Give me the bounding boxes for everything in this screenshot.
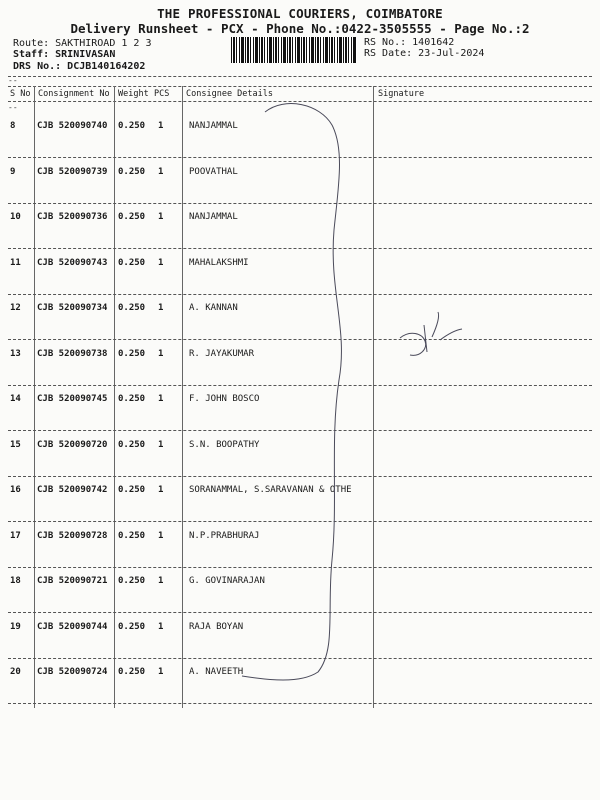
row-pcs: 1 (158, 303, 164, 313)
runsheet-subtitle: Delivery Runsheet - PCX - Phone No.:0422-3505555 - Page No.:2 (70, 21, 530, 36)
row-consignment-no: CJB 520090744 (37, 622, 108, 632)
top-divider (8, 76, 592, 77)
row-sno: 11 (10, 258, 21, 268)
row-consignment-no: CJB 520090739 (37, 167, 108, 177)
row-consignee: S.N. BOOPATHY (189, 440, 260, 450)
row-pcs: 1 (158, 212, 164, 222)
row-consignee: NANJAMMAL (189, 212, 238, 222)
short-dash-header: -- (8, 103, 18, 112)
col-header-sno: S No (10, 89, 31, 99)
row-sno: 14 (10, 394, 21, 404)
row-weight: 0.250 (118, 394, 146, 404)
row-weight: 0.250 (118, 440, 146, 450)
col-divider (182, 86, 183, 708)
col-header-pcs: PCS (154, 89, 170, 99)
row-sno: 15 (10, 440, 21, 450)
row-consignment-no: CJB 520090743 (37, 258, 108, 268)
row-weight: 0.250 (118, 167, 146, 177)
row-consignment-no: CJB 520090720 (37, 440, 108, 450)
row-sno: 8 (10, 121, 16, 131)
col-divider (373, 86, 374, 708)
row-consignment-no: CJB 520090738 (37, 349, 108, 359)
row-divider (8, 157, 592, 158)
row-pcs: 1 (158, 121, 164, 131)
signature-stroke (242, 104, 341, 680)
row-divider (8, 567, 592, 568)
row-consignee: R. JAYAKUMAR (189, 349, 255, 359)
row-pcs: 1 (158, 667, 164, 677)
barcode (231, 37, 357, 63)
header-divider-top (8, 86, 592, 87)
col-header-consignee: Consignee Details (186, 89, 273, 99)
row-consignee: NANJAMMAL (189, 121, 238, 131)
row-sno: 9 (10, 167, 16, 177)
row-consignee: MAHALAKSHMI (189, 258, 249, 268)
row-consignment-no: CJB 520090734 (37, 303, 108, 313)
row-sno: 16 (10, 485, 21, 495)
row-consignment-no: CJB 520090742 (37, 485, 108, 495)
rs-date: RS Date: 23-Jul-2024 (364, 48, 485, 59)
row-consignment-no: CJB 520090721 (37, 576, 108, 586)
row-consignee: F. JOHN BOSCO (189, 394, 260, 404)
row-sno: 19 (10, 622, 21, 632)
row-consignee: POOVATHAL (189, 167, 238, 177)
row-pcs: 1 (158, 531, 164, 541)
row-pcs: 1 (158, 394, 164, 404)
row-divider (8, 430, 592, 431)
row-divider (8, 703, 592, 704)
rs-number: RS No.: 1401642 (364, 37, 455, 48)
row-sno: 18 (10, 576, 21, 586)
row-sno: 10 (10, 212, 21, 222)
staff-label: Staff: SRINIVASAN (13, 49, 116, 60)
header-divider-bottom (8, 101, 592, 102)
row-consignment-no: CJB 520090724 (37, 667, 108, 677)
row-pcs: 1 (158, 622, 164, 632)
row-pcs: 1 (158, 485, 164, 495)
col-header-consignment: Consignment No (38, 89, 110, 99)
row-pcs: 1 (158, 349, 164, 359)
row-sno: 12 (10, 303, 21, 313)
row-pcs: 1 (158, 440, 164, 450)
row-weight: 0.250 (118, 622, 146, 632)
row-weight: 0.250 (118, 349, 146, 359)
row-consignee: G. GOVINARAJAN (189, 576, 265, 586)
row-divider (8, 476, 592, 477)
row-divider (8, 521, 592, 522)
row-divider (8, 658, 592, 659)
row-consignment-no: CJB 520090745 (37, 394, 108, 404)
row-divider (8, 294, 592, 295)
route-label: Route: SAKTHIROAD 1 2 3 (13, 38, 152, 49)
row-weight: 0.250 (118, 531, 146, 541)
row-consignee: A. KANNAN (189, 303, 238, 313)
row-weight: 0.250 (118, 576, 146, 586)
row-weight: 0.250 (118, 667, 146, 677)
row-sno: 17 (10, 531, 21, 541)
row-consignee: SORANAMMAL, S.SARAVANAN & OTHE (189, 485, 352, 495)
row-divider (8, 248, 592, 249)
col-divider (34, 86, 35, 708)
row-consignee: A. NAVEETH (189, 667, 244, 677)
row-divider (8, 385, 592, 386)
company-title: THE PROFESSIONAL COURIERS, COIMBATORE (157, 6, 443, 21)
col-header-weight: Weight (118, 89, 149, 99)
drs-number: DRS No.: DCJB140164202 (13, 61, 146, 72)
row-sno: 20 (10, 667, 21, 677)
row-divider (8, 339, 592, 340)
row-pcs: 1 (158, 576, 164, 586)
row-weight: 0.250 (118, 212, 146, 222)
row-consignee: N.P.PRABHURAJ (189, 531, 260, 541)
row-consignee: RAJA BOYAN (189, 622, 244, 632)
row-weight: 0.250 (118, 258, 146, 268)
short-dash-top: -- (8, 76, 18, 85)
row-weight: 0.250 (118, 121, 146, 131)
row-weight: 0.250 (118, 485, 146, 495)
col-header-signature: Signature (378, 89, 425, 99)
row-pcs: 1 (158, 167, 164, 177)
row-consignment-no: CJB 520090740 (37, 121, 108, 131)
initials-stroke (400, 312, 462, 355)
row-weight: 0.250 (118, 303, 146, 313)
row-sno: 13 (10, 349, 21, 359)
row-pcs: 1 (158, 258, 164, 268)
row-consignment-no: CJB 520090736 (37, 212, 108, 222)
row-divider (8, 203, 592, 204)
row-consignment-no: CJB 520090728 (37, 531, 108, 541)
col-divider (114, 86, 115, 708)
row-divider (8, 612, 592, 613)
